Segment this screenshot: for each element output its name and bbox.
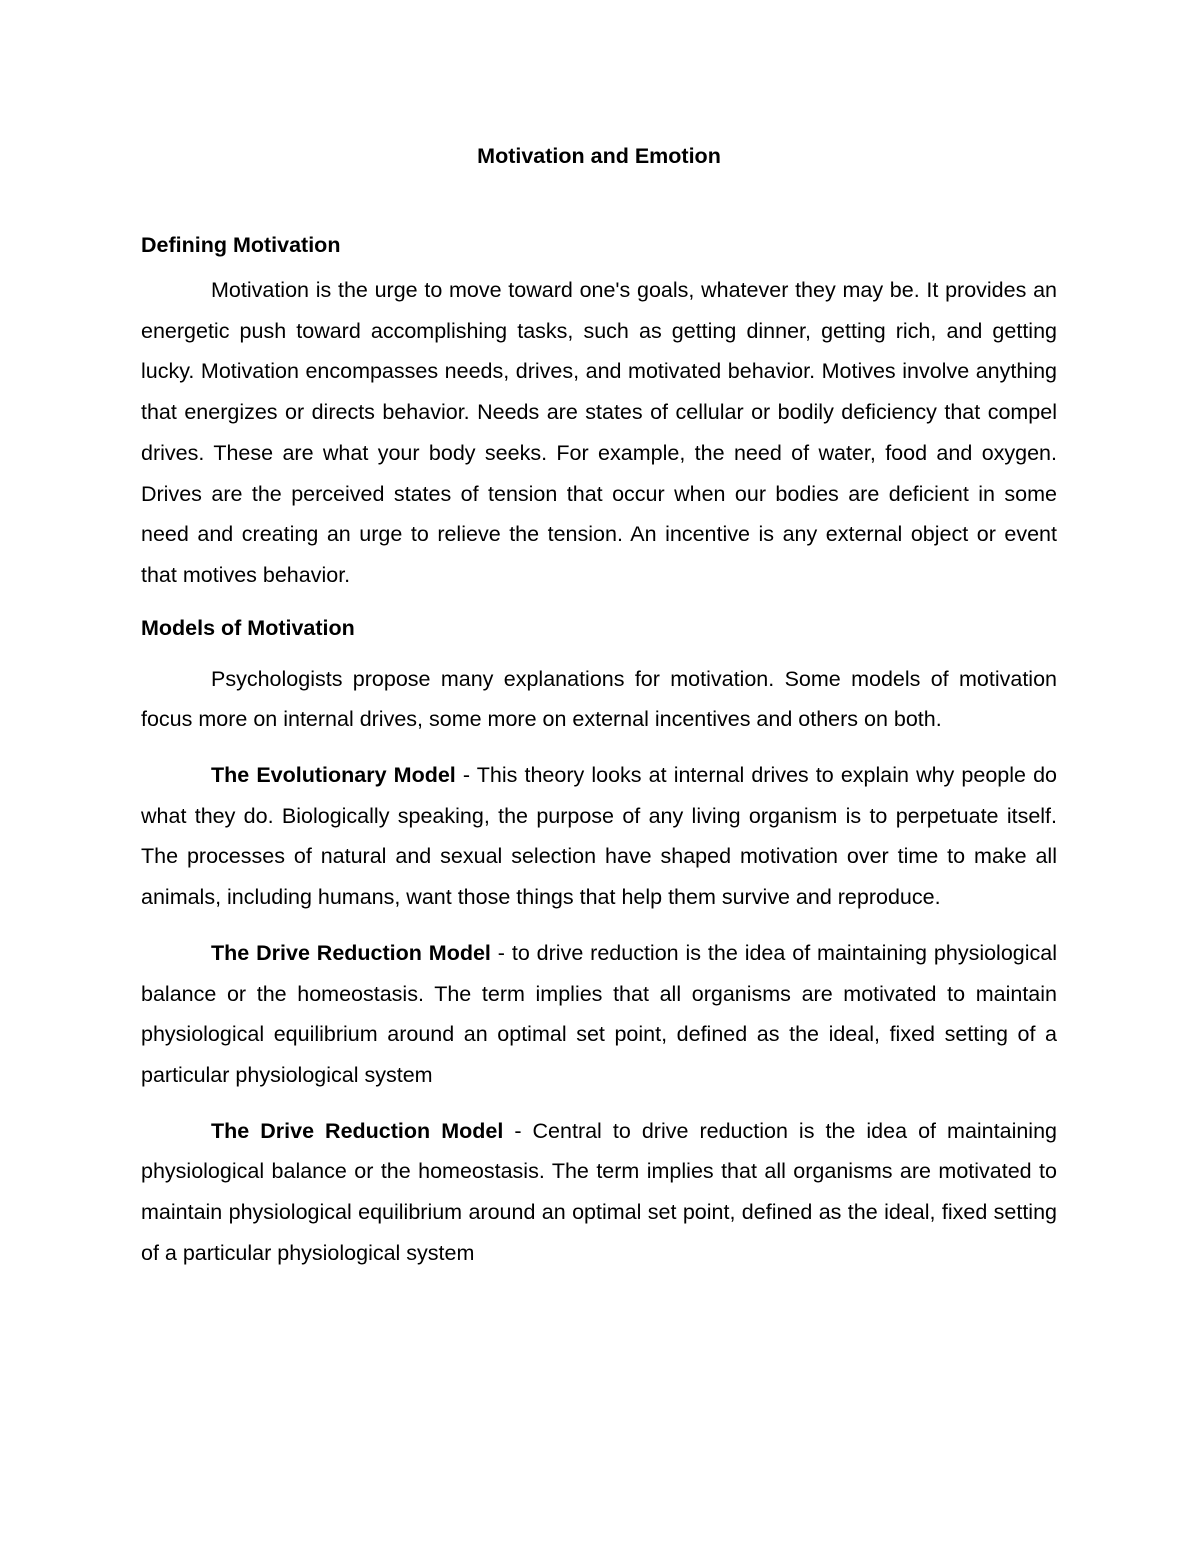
paragraph-drive-reduction-model-1 — [141, 933, 1057, 1096]
paragraph-defining-motivation: Motivation is the urge to move toward one's goals, whatever they may be. It provides an energetic push toward accomplishing tasks, such as getting dinner, getting rich, and getting lucky. Motivation encompasses needs, drives, and motivated behavior. Motives involve anything that energizes or directs behavior. Needs are states of cellular or bodily deficiency that compel drives. These are what your body seeks. For example, the need of water, food and oxygen. Drives are the perceived states of tension that occur when our bodies are deficient in some need and creating an urge to relieve the tension. An incentive is any external object or event that motives behavior. — [141, 278, 1057, 587]
term-drive-reduction-model-1: The Drive Reduction Model — [211, 940, 491, 965]
paragraph-models-intro: Psychologists propose many explanations for motivation. Some models of motivation focus more on internal drives, some more on external incentives and others on both. — [141, 666, 1057, 732]
drive-reduction-model-1-text: - to drive reduction is the idea of maintaining physiological balance or the homeostasis. The term implies that all organisms are motivated to maintain physiological equilibrium around an optimal set point, defined as the ideal, fixed setting of a particular physiological system — [141, 940, 1058, 1087]
paragraph-evolutionary-model — [141, 755, 1057, 918]
paragraph-drive-reduction-model-2 — [141, 1111, 1057, 1274]
evolutionary-model-text: - This theory looks at internal drives to explain why people do what they do. Biologically speaking, the purpose of any living organism is to perpetuate itself. The processes of natural and sexual selection have shaped motivation over time to make all animals, including humans, want those things that help them survive and reproduce. — [141, 763, 1058, 910]
section-heading-models-of-motivation: Models of Motivation — [141, 615, 355, 640]
term-drive-reduction-model-2: The Drive Reduction Model — [211, 1118, 504, 1143]
drive-reduction-model-2-text: - Central to drive reduction is the idea of maintaining physiological balance or the homeostasis. The term implies that all organisms are motivated to maintain physiological equilibrium around an optimal set point, defined as the ideal, fixed setting of a particular physiological system — [141, 1118, 1057, 1265]
document-title: Motivation and Emotion — [477, 144, 721, 168]
section-heading-defining-motivation: Defining Motivation — [141, 233, 341, 257]
term-evolutionary-model: The Evolutionary Model — [211, 763, 456, 788]
document-body — [141, 140, 1057, 1273]
